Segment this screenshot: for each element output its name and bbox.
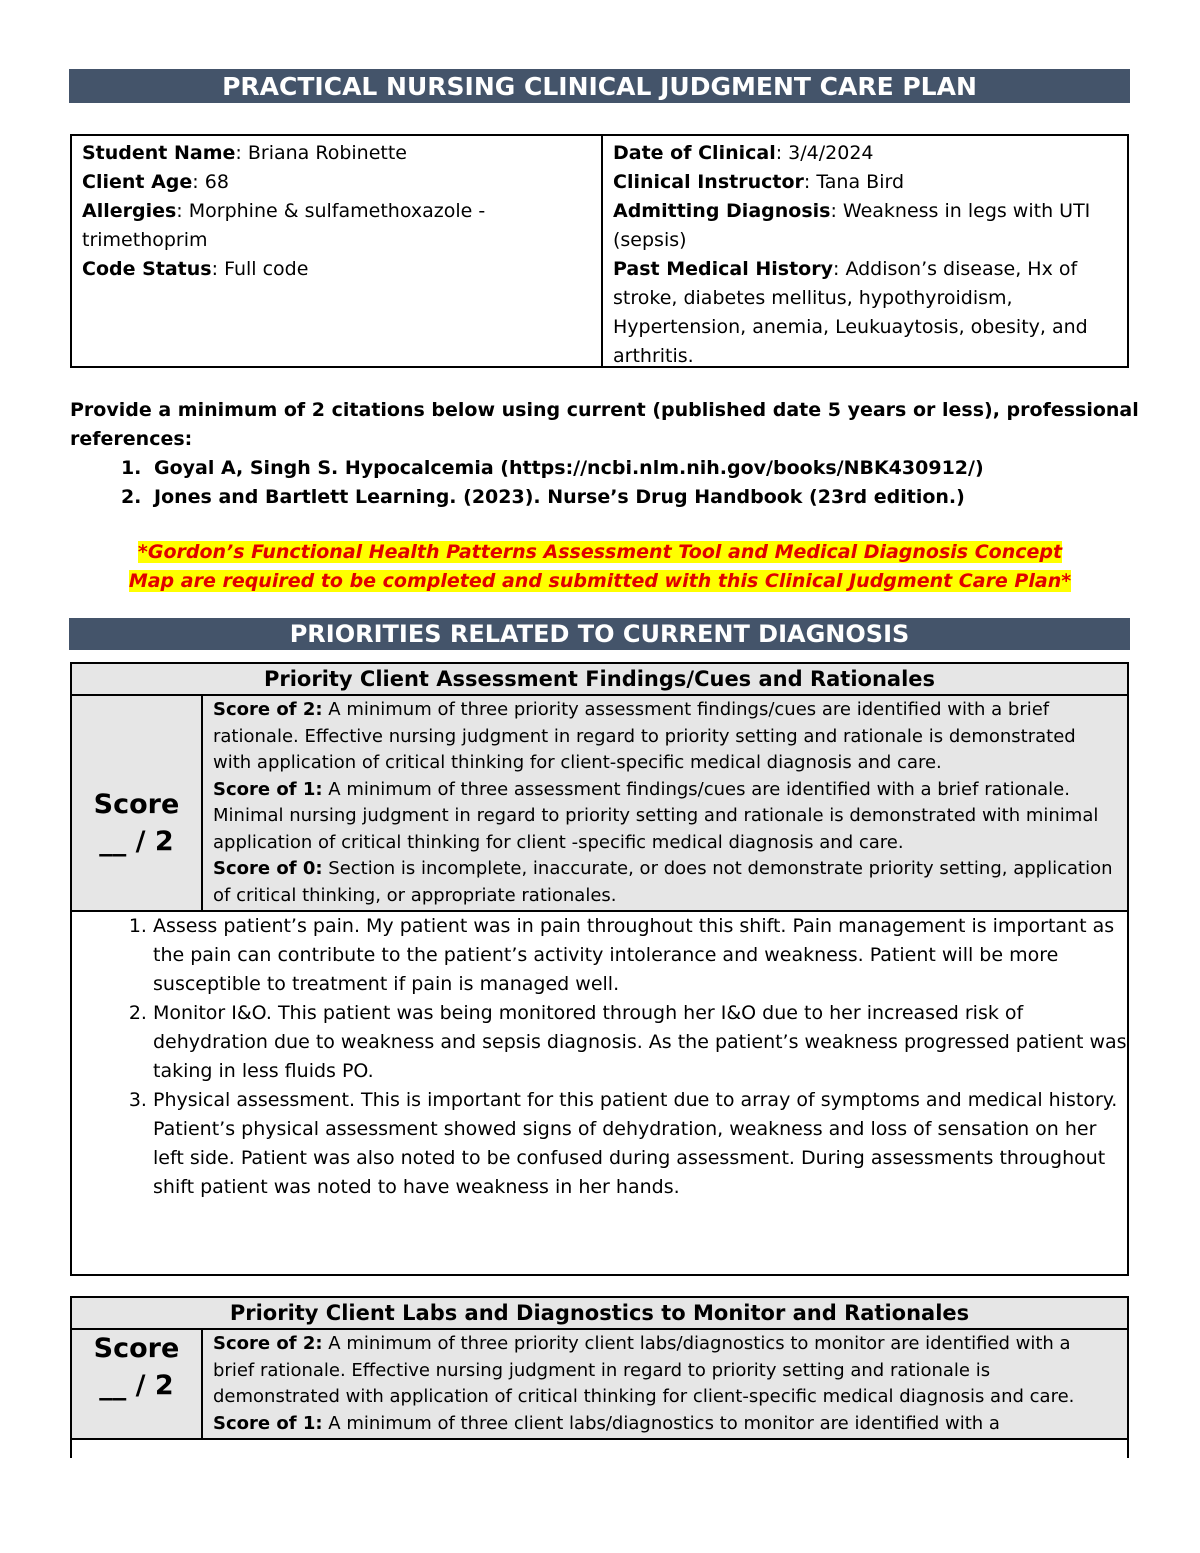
clinical-instructor: Tana Bird — [816, 171, 905, 193]
labs-table — [70, 1296, 1129, 1458]
labs-table-title: Priority Client Labs and Diagnostics to Monitor and Rationales — [72, 1298, 1127, 1330]
required-note — [70, 538, 1130, 596]
assessment-item: 3. Physical assessment. This is important for this patient due to array of symptoms and medical history. Patient’s physical assessment showed signs of dehydration, weakness and loss of sensation on her left side. Patient was also noted to be confused during assessment. During assessments throughout shift patient was noted to have weakness in her hands. — [153, 1086, 1127, 1202]
assessment-list — [72, 912, 1127, 1202]
code-status-row: Code Status: Full code — [82, 258, 309, 280]
references-list — [70, 454, 1140, 512]
client-age-row: Client Age: 68 — [82, 171, 229, 193]
history-row: Past Medical History: Addison’s disease, Hx of stroke, diabetes mellitus, hypothyroidism, Hypertension, anemia, Leukuaytosis, obesity, and arthritis. — [613, 258, 1088, 367]
instructor-row: Clinical Instructor: Tana Bird — [613, 171, 905, 193]
clinical-date: 3/4/2024 — [788, 142, 874, 164]
references-section — [70, 396, 1140, 512]
assessment-answers — [72, 912, 1127, 1202]
allergies: Morphine & sulfamethoxazole - trimethoprim — [82, 200, 486, 251]
code-status: Full code — [224, 258, 309, 280]
required-note-line1: *Gordon’s Functional Health Patterns Assessment Tool and Medical Diagnosis Concept — [137, 541, 1063, 563]
required-note-line2: Map are required to be completed and submitted with this Clinical Judgment Care Plan* — [128, 570, 1072, 592]
reference-item: 1. Goyal A, Singh S. Hypocalcemia (https://ncbi.nlm.nih.gov/books/NBK430912/) — [148, 454, 1140, 483]
client-age: 68 — [204, 171, 229, 193]
client-info-left — [72, 136, 603, 366]
score-label: Score — [93, 1333, 180, 1364]
student-name: Briana Robinette — [247, 142, 407, 164]
labs-criteria: Score of 2: A minimum of three priority client labs/diagnostics to monitor are identified with a brief rationale. Effective nursing judgment in regard to priority setting and rationale is demonstrated with application of critical thinking for client-specific medical diagnosis and care. Score of 1: A minimum of three client labs/diagnostics to monitor are identified with a — [213, 1333, 1075, 1434]
labs-rubric — [72, 1330, 1127, 1440]
score-label: Score — [93, 789, 180, 820]
reference-item: 2. Jones and Bartlett Learning. (2023). Nurse’s Drug Handbook (23rd edition.) — [148, 483, 1140, 512]
assessment-table — [70, 662, 1129, 1276]
client-info-right — [603, 136, 1127, 366]
assessment-criteria: Score of 2: A minimum of three priority assessment findings/cues are identified with a brief rationale. Effective nursing judgment in regard to priority setting and rationale is demonstrated with application of critical thinking for client-specific medical diagnosis and care. Score of 1: A minimum of three assessment findings/cues are identified with a brief rationale. Minimal nursing judgment in regard to priority setting and rationale is demonstrated with minimal application of critical thinking for client -specific medical diagnosis and care. Score of 0: Section is incomplete, inaccurate, or does not demonstrate priority setting, application of critical thinking, or appropriate rationales. — [213, 699, 1113, 906]
student-name-row: Student Name: Briana Robinette — [82, 142, 407, 164]
allergies-row: Allergies: Morphine & sulfamethoxazole - trimethoprim — [82, 200, 486, 251]
assessment-table-title: Priority Client Assessment Findings/Cues and Rationales — [72, 664, 1127, 696]
page-title: PRACTICAL NURSING CLINICAL JUDGMENT CARE PLAN — [69, 69, 1130, 103]
admitting-diagnosis: Weakness in legs with UTI (sepsis) — [613, 200, 1091, 251]
labs-score-cell — [72, 1330, 203, 1438]
priorities-title: PRIORITIES RELATED TO CURRENT DIAGNOSIS — [69, 618, 1130, 650]
score-value: __ / 2 — [99, 826, 174, 857]
date-row: Date of Clinical: 3/4/2024 — [613, 142, 874, 164]
assessment-item: 2. Monitor I&O. This patient was being monitored through her I&O due to her increased risk of dehydration due to weakness and sepsis diagnosis. As the patient’s weakness progressed patient was taking in less fluids PO. — [153, 999, 1127, 1086]
score-value: __ / 2 — [99, 1370, 174, 1401]
assessment-rubric — [72, 696, 1127, 912]
references-intro: Provide a minimum of 2 citations below using current (published date 5 years or less), professional references: — [70, 399, 1139, 450]
assessment-score-cell — [72, 696, 203, 910]
past-medical-history: Addison’s disease, Hx of stroke, diabetes mellitus, hypothyroidism, Hypertension, anemia, Leukuaytosis, obesity, and arthritis. — [613, 258, 1088, 367]
admitting-row: Admitting Diagnosis: Weakness in legs with UTI (sepsis) — [613, 200, 1091, 251]
assessment-item: 1. Assess patient’s pain. My patient was in pain throughout this shift. Pain management is important as the pain can contribute to the patient’s activity intolerance and weakness. Patient will be more susceptible to treatment if pain is managed well. — [153, 912, 1127, 999]
client-info-table — [70, 134, 1129, 368]
